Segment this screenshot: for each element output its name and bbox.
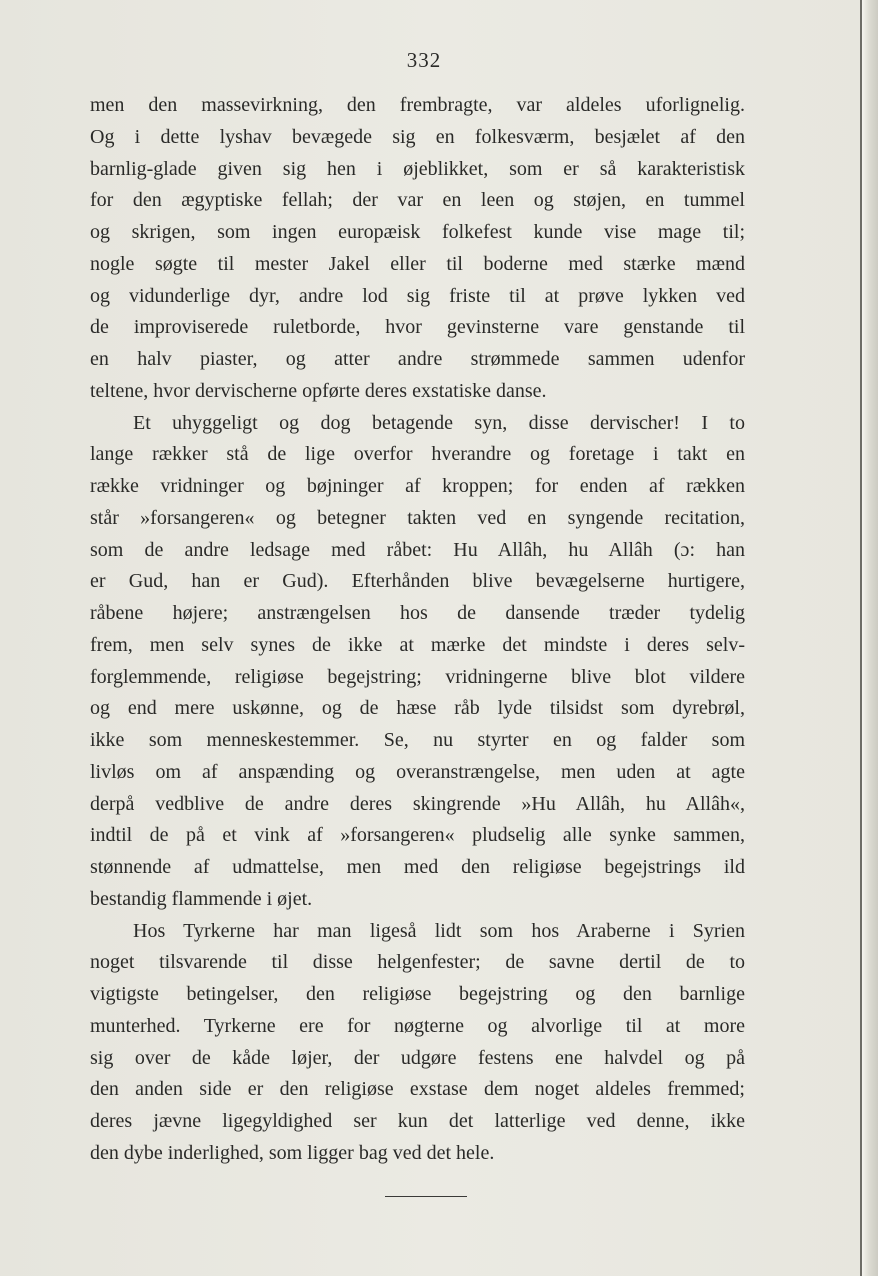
text-line: Hos Tyrkerne har man ligeså lidt som hos Araberne i Syrien (133, 919, 745, 942)
text-line: teltene, hvor dervischerne opførte deres exstatiske danse. (90, 379, 547, 402)
text-line: står »forsangeren« og betegner takten ved en syngende recitation, (90, 506, 745, 529)
text-line: ikke som menneskestemmer. Se, nu styrter en og falder som (90, 729, 745, 751)
text-line: noget tilsvarende til disse helgenfester; de savne dertil de to (90, 951, 745, 974)
text-line: nogle søgte til mester Jakel eller til boderne med stærke mænd (90, 252, 745, 275)
text-line: bestandig flammende i øjet. (90, 887, 313, 910)
text-line: den anden side er den religiøse exstase dem noget aldeles fremmed; (90, 1078, 745, 1101)
text-line: stønnende af udmattelse, men med den religiøse begejstrings ild (90, 856, 745, 878)
text-line: frem, men selv synes de ikke at mærke det mindste i deres selv- (90, 633, 745, 656)
text-line: og skrigen, som ingen europæisk folkefest kunde vise mage til; (90, 221, 745, 243)
text-line: livløs om af anspænding og overanstrængelse, men uden at agte (90, 760, 745, 783)
text-line: sig over de kåde løjer, der udgøre festens ene halvdel og på (90, 1046, 745, 1069)
text-line: er Gud, han er Gud). Efterhånden blive bevægelserne hurtigere, (90, 570, 745, 593)
text-line: for den ægyptiske fellah; der var en leen og støjen, en tummel (90, 189, 745, 212)
text-line: indtil de på et vink af »forsangeren« pludselig alle synke sammen, (90, 824, 745, 847)
text-line: og vidunderlige dyr, andre lod sig friste til at prøve lykken ved (90, 284, 745, 307)
text-line: Et uhyggeligt og dog betagende syn, disse dervischer! I to (133, 411, 745, 434)
text-line: forglemmende, religiøse begejstring; vridningerne blive blot vildere (90, 665, 745, 688)
text-line: som de andre ledsage med råbet: Hu Allâh, hu Allâh (ɔ: han (90, 538, 745, 561)
end-rule (385, 1196, 467, 1197)
text-line: Og i dette lyshav bevægede sig en folkesværm, besjælet af den (90, 125, 745, 148)
text-line: lange rækker stå de lige overfor hverandre og foretage i takt en (90, 443, 745, 466)
text-line: barnlig-glade given sig hen i øjeblikket, som er så karakteristisk (90, 157, 745, 180)
text-line: råbene højere; anstrængelsen hos de dansende træder tydelig (90, 602, 745, 624)
text-line: vigtigste betingelser, den religiøse begejstring og den barnlige (90, 983, 745, 1005)
text-line: men den massevirkning, den frembragte, var aldeles uforlignelig. (90, 94, 745, 116)
text-line: derpå vedblive de andre deres skingrende »Hu Allâh, hu Allâh«, (90, 792, 745, 815)
page-number: 332 (406, 48, 442, 72)
text-line: munterhed. Tyrkerne ere for nøgterne og alvorlige til at more (90, 1014, 745, 1037)
text-line: de improviserede ruletborde, hvor gevinsterne vare genstande til (90, 316, 745, 339)
paragraph (90, 408, 745, 916)
text-line: deres jævne ligegyldighed ser kun det latterlige ved denne, ikke (90, 1110, 745, 1132)
body-text (90, 90, 745, 1170)
paragraph (90, 90, 745, 408)
text-line: række vridninger og bøjninger af kroppen; for enden af rækken (90, 475, 745, 497)
text-line: en halv piaster, og atter andre strømmede sammen udenfor (90, 348, 745, 370)
paragraph (90, 916, 745, 1170)
text-line: den dybe inderlighed, som ligger bag ved det hele. (90, 1141, 495, 1164)
text-line: og end mere uskønne, og de hæse råb lyde tilsidst som dyrebrøl, (90, 697, 745, 720)
page-edge (860, 0, 878, 1276)
